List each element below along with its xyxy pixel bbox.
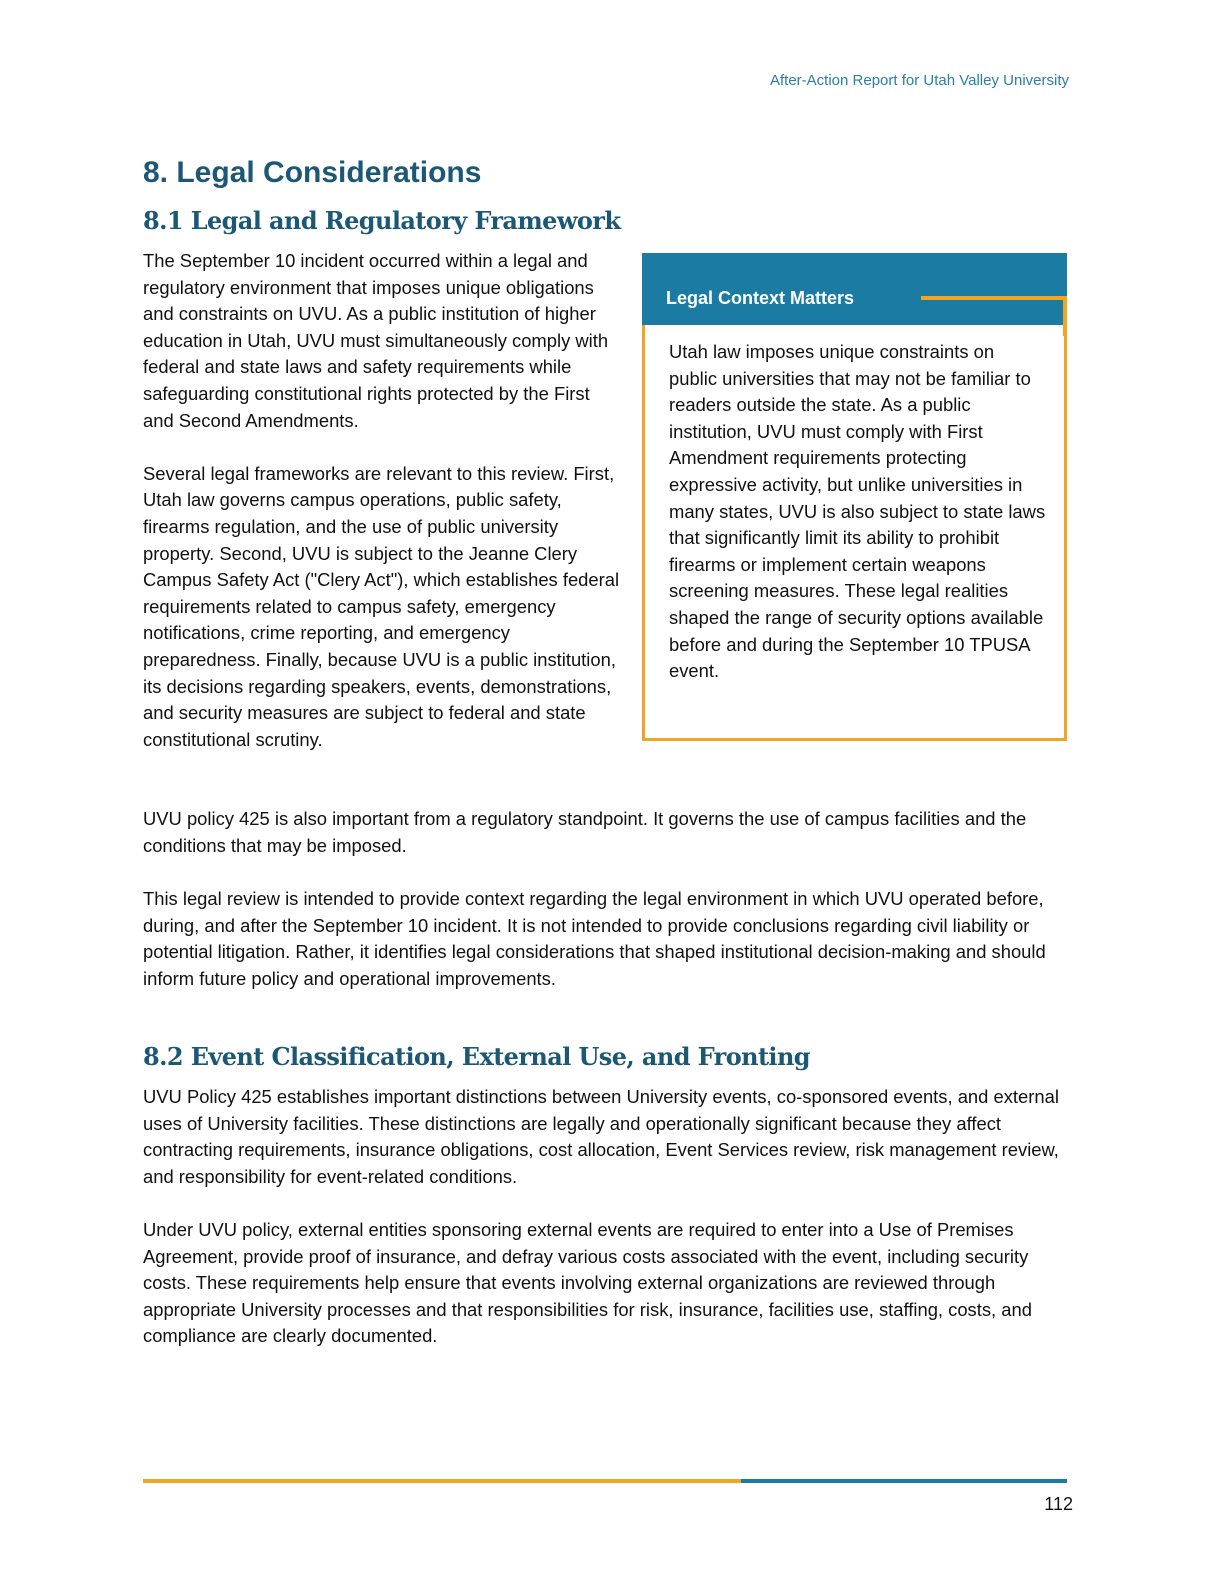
callout-accent-rule xyxy=(921,296,1067,300)
paragraph: This legal review is intended to provide context regarding the legal environment in which UVU operated before, during, and after the September 10 incident. It is not intended to provide conclusions regarding civil liability or potential litigation. Rather, it identifies legal considerations that shaped institutional decision-making and should inform future policy and operational improvements. xyxy=(143,888,1046,989)
footer-rule-gold xyxy=(143,1479,743,1483)
callout-header xyxy=(642,253,1067,325)
callout-title: Legal Context Matters xyxy=(666,288,855,308)
subsection-heading-8-1: 8.1 Legal and Regulatory Framework xyxy=(143,206,621,235)
running-header: After-Action Report for Utah Valley University xyxy=(770,72,1069,89)
section-heading: 8. Legal Considerations xyxy=(143,156,482,189)
paragraph: The September 10 incident occurred within a legal and regulatory environment that imposes unique obligations and constraints on UVU. As a public institution of higher education in Utah, UVU must simultaneously comply with federal and state laws and safety requirements while safeguarding constitutional rights protected by the First and Second Amendments. xyxy=(143,250,609,431)
left-column-text xyxy=(143,248,623,753)
callout-box xyxy=(642,253,1067,741)
callout-accent-rule-drop xyxy=(1063,296,1067,336)
subsection-heading-8-2: 8.2 Event Classification, External Use, and Fronting xyxy=(143,1042,810,1071)
footer-rule-blue xyxy=(741,1479,1067,1483)
paragraph: UVU policy 425 is also important from a regulatory standpoint. It governs the use of campus facilities and the conditions that may be imposed. xyxy=(143,808,1027,856)
callout-body: Utah law imposes unique constraints on public universities that may not be familiar to readers outside the state. As a public institution, UVU must comply with First Amendment requirements protecting expressive activity, but unlike universities in many states, UVU is also subject to state laws that significantly limit its ability to prohibit firearms or implement certain weapons screening measures. These legal realities shaped the range of security options available before and during the September 10 TPUSA event. xyxy=(669,341,1046,682)
paragraph: Several legal frameworks are relevant to this review. First, Utah law governs campus operations, public safety, firearms regulation, and the use of public university property. Second, UVU is subject to the Jeanne Clery Campus Safety Act ("Clery Act"), which establishes federal requirements related to campus safety, emergency notifications, crime reporting, and emergency preparedness. Finally, because UVU is a public institution, its decisions regarding speakers, events, demonstrations, and security measures are subject to federal and state constitutional scrutiny. xyxy=(143,462,620,750)
page-number: 112 xyxy=(1044,1494,1073,1514)
paragraph: UVU Policy 425 establishes important distinctions between University events, co-sponsored events, and external uses of University facilities. These distinctions are legally and operationally significant because they affect contracting requirements, insurance obligations, cost allocation, Event Services review, risk management review, and responsibility for event-related conditions. xyxy=(143,1086,1059,1187)
paragraph: Under UVU policy, external entities sponsoring external events are required to enter into a Use of Premises Agreement, provide proof of insurance, and defray various costs associated with the event, including security costs. These requirements help ensure that events involving external organizations are reviewed through appropriate University processes and that responsibilities for risk, insurance, facilities use, staffing, costs, and compliance are clearly documented. xyxy=(143,1219,1032,1347)
